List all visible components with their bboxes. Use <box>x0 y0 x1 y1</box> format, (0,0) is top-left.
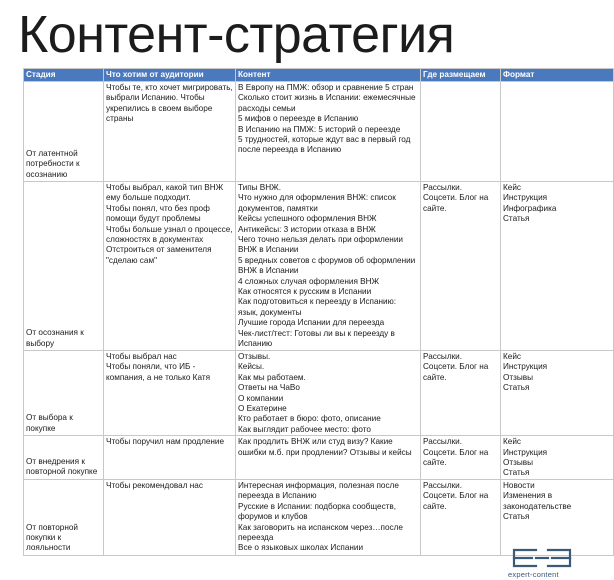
content-line: Интересная информация, полезная после переезда в Испанию <box>238 480 399 501</box>
want-line: Чтобы понял, что без проф помощи будут проблемы <box>106 203 210 224</box>
want-line: Чтобы те, кто хочет мигрировать, выбрали Испанию. Чтобы укрепились в своем выборе страны <box>106 83 233 124</box>
table-header-row <box>24 69 614 82</box>
want-cell <box>104 351 236 436</box>
content-line: Типы ВНЖ. <box>238 183 282 192</box>
want-line: Чтобы больше узнал о процессе, сложностях в документах <box>106 224 233 245</box>
want-cell <box>104 479 236 555</box>
format-line: Статья <box>503 512 530 522</box>
stage-cell: От осознания к выбору <box>24 182 104 351</box>
content-line: О компании <box>238 393 284 403</box>
format-line: Инструкция <box>503 362 548 372</box>
logo-mark-icon <box>510 548 574 568</box>
where-line: Рассылки. Соцсети. Блог на сайте. <box>423 437 489 468</box>
want-line: Отстроиться от заменителя "сделаю сам" <box>106 245 212 265</box>
content-line: Русские в Испании: подборка сообществ, форумов и клубов <box>238 501 397 522</box>
content-cell <box>236 82 421 182</box>
stage-cell: От выбора к покупке <box>24 351 104 436</box>
content-cell <box>236 436 421 480</box>
content-line: 5 вредных советов с форумов об оформлении ВНЖ в Испании <box>238 255 416 276</box>
want-cell <box>104 82 236 182</box>
content-line: Лучшие города Испании для переезда <box>238 318 385 328</box>
want-cell <box>104 436 236 480</box>
content-line: Кейсы успешного оформления ВНЖ <box>238 214 377 224</box>
table-body <box>24 82 614 556</box>
where-cell <box>421 436 501 480</box>
table-row <box>24 436 614 480</box>
content-line: 4 сложных случая оформления ВНЖ <box>238 276 380 286</box>
content-line: Как подготовиться к переезду в Испанию: язык, документы <box>238 297 397 317</box>
format-line: Инфографика <box>503 203 557 213</box>
format-cell <box>501 82 614 182</box>
content-line: Как выглядит рабочее место: фото <box>238 424 371 434</box>
content-strategy-table-wrap <box>23 68 613 553</box>
content-strategy-table <box>23 68 614 556</box>
format-cell <box>501 479 614 555</box>
table-row <box>24 82 614 182</box>
format-cell <box>501 436 614 480</box>
table-row <box>24 351 614 436</box>
where-cell <box>421 479 501 555</box>
header-content: Контент <box>236 69 421 82</box>
where-line: Рассылки. Соцсети. Блог на сайте. <box>423 183 489 213</box>
content-line: Чего точно нельзя делать при оформлении ВНЖ в Испании <box>238 235 403 255</box>
format-line: Статья <box>503 468 530 478</box>
where-cell <box>421 182 501 351</box>
content-line: Как продлить ВНЖ или студ визу? Какие ошибки м.б. при продлении? Отзывы и кейсы <box>238 437 412 457</box>
expert-content-logo <box>508 548 578 580</box>
format-line: Кейс <box>503 183 521 192</box>
content-cell <box>236 182 421 351</box>
content-line: Кто работает в бюро: фото, описание <box>238 414 381 424</box>
logo-text: expert-content <box>508 570 559 579</box>
format-line: Статья <box>503 214 530 224</box>
header-format: Формат <box>501 69 614 82</box>
format-line: Кейс <box>503 352 521 361</box>
stage-cell: От латентной потребности к осознанию <box>24 82 104 182</box>
format-line: Новости <box>503 480 535 490</box>
content-line: Сколько стоит жизнь в Испании: ежемесячные расходы семьи <box>238 93 416 113</box>
table-row <box>24 182 614 351</box>
format-cell <box>501 182 614 351</box>
content-line: 5 трудностей, которые ждут вас в первый год после переезда в Испанию <box>238 135 411 155</box>
format-line: Инструкция <box>503 447 548 457</box>
content-line: Антикейсы: 3 истории отказа в ВНЖ <box>238 224 376 234</box>
want-line: Чтобы поняли, что ИБ - компания, а не только Катя <box>106 362 211 382</box>
header-where: Где размещаем <box>421 69 501 82</box>
content-line: В Европу на ПМЖ: обзор и сравнение 5 стран <box>238 83 414 92</box>
want-line: Чтобы выбрал нас <box>106 352 177 361</box>
content-line: Ответы на ЧаВо <box>238 383 300 393</box>
content-line: Как мы работаем. <box>238 372 306 382</box>
header-want: Что хотим от аудитории <box>104 69 236 82</box>
header-stage: Стадия <box>24 69 104 82</box>
content-line: Как заговорить на испанском через…после переезда <box>238 522 403 542</box>
where-cell <box>421 351 501 436</box>
content-line: Отзывы. <box>238 352 271 361</box>
content-cell <box>236 479 421 555</box>
stage-cell: От внедрения к повторной покупке <box>24 436 104 480</box>
format-cell <box>501 351 614 436</box>
content-line: О Екатерине <box>238 404 287 414</box>
format-line: Изменения в законодательстве <box>503 491 572 511</box>
content-cell <box>236 351 421 436</box>
format-line: Инструкция <box>503 193 548 203</box>
where-line: Рассылки. Соцсети. Блог на сайте. <box>423 480 489 511</box>
want-cell <box>104 182 236 351</box>
page-title: Контент-стратегия <box>18 6 455 64</box>
format-line: Статья <box>503 383 530 393</box>
want-line: Чтобы выбрал, какой тип ВНЖ ему больше подходит. <box>106 183 224 203</box>
content-line: Все о языковых школах Испании <box>238 543 364 553</box>
content-line: В Испанию на ПМЖ: 5 историй о переезде <box>238 124 401 134</box>
content-line: Чек-лист/тест: Готовы ли вы к переезду в Испанию <box>238 328 395 349</box>
where-line: Рассылки. Соцсети. Блог на сайте. <box>423 352 489 382</box>
format-line: Отзывы <box>503 458 533 468</box>
stage-cell: От повторной покупки к лояльности <box>24 479 104 555</box>
where-cell <box>421 82 501 182</box>
content-line: Что нужно для оформления ВНЖ: список документов, памятки <box>238 193 396 213</box>
format-line: Кейс <box>503 437 521 447</box>
content-line: 5 мифов о переезде в Испанию <box>238 114 359 124</box>
content-line: Кейсы. <box>238 362 265 372</box>
table-row <box>24 479 614 555</box>
want-line: Чтобы поручил нам продление <box>106 437 225 447</box>
content-line: Как относятся к русским в Испании <box>238 287 372 297</box>
want-line: Чтобы рекомендовал нас <box>106 480 203 490</box>
format-line: Отзывы <box>503 372 533 382</box>
